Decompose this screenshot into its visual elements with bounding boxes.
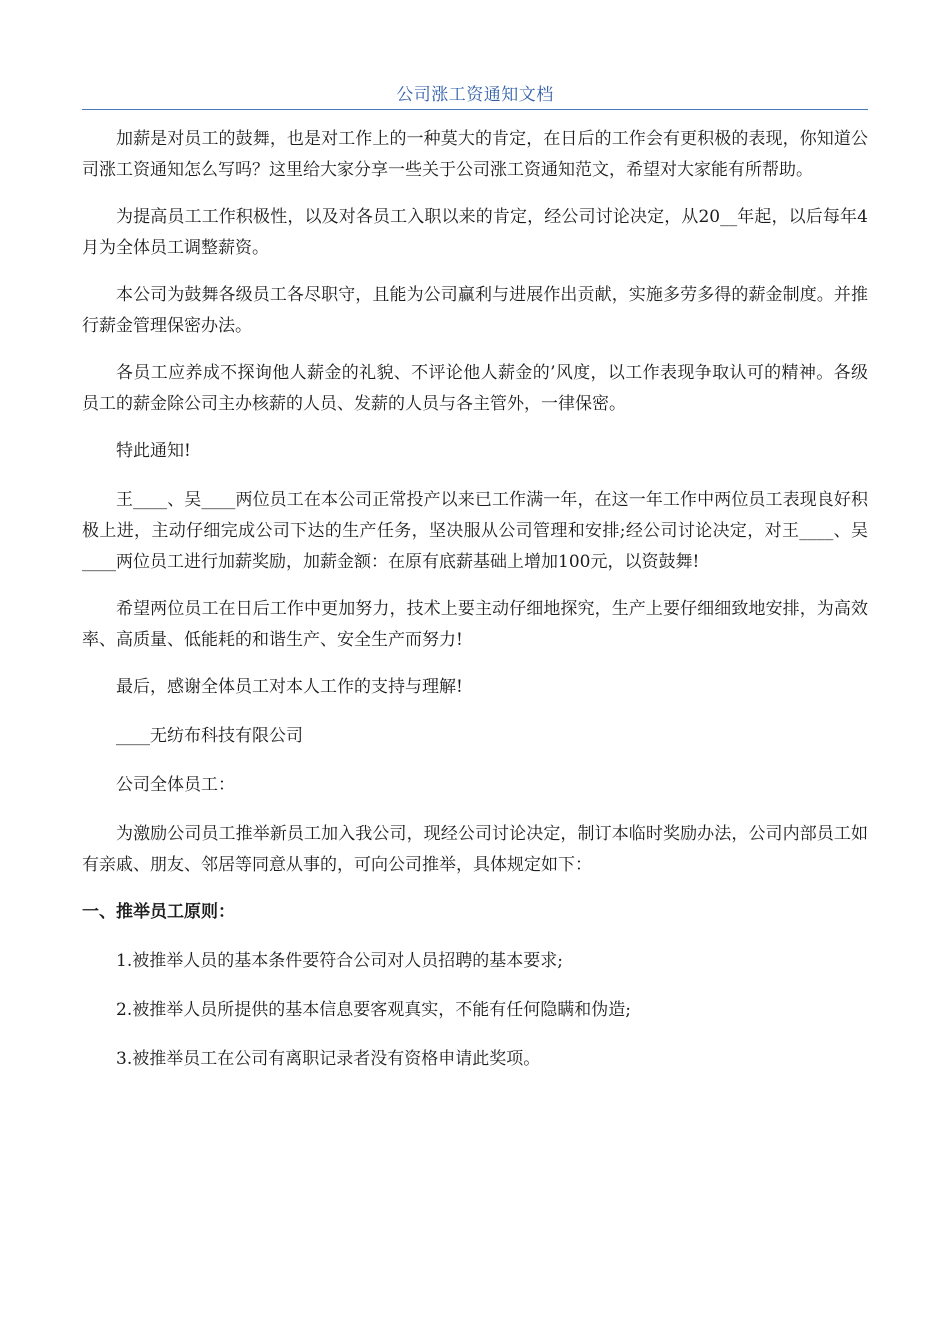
paragraph-company-signature: ____无纺布科技有限公司 — [116, 726, 303, 746]
paragraph-expectation: 希望两位员工在日后工作中更加努力，技术上要主动仔细地探究，生产上要仔细细致地安排，为高效率、高质量、低能耗的和谐生产、安全生产而努力! — [82, 599, 868, 650]
paragraph-confidentiality: 各员工应养成不探询他人薪金的礼貌、不评论他人薪金的’风度，以工作表现争取认可的精神。各级员工的薪金除公司主办核薪的人员、发薪的人员与各主管外，一律保密。 — [82, 363, 868, 414]
paragraph-notice: 特此通知! — [116, 441, 191, 461]
paragraph-salary-system: 本公司为鼓舞各级员工各尽职守，且能为公司赢利与进展作出贡献，实施多劳多得的薪金制度。并推行薪金管理保密办法。 — [82, 285, 868, 336]
paragraph-thanks: 最后，感谢全体员工对本人工作的支持与理解! — [116, 677, 463, 697]
section-heading: 一、推举员工原则： — [82, 902, 235, 922]
document-body — [82, 124, 868, 1093]
page-header — [82, 83, 868, 110]
rule-item-1: 1.被推举人员的基本条件要符合公司对人员招聘的基本要求; — [116, 951, 563, 971]
paragraph-intro: 加薪是对员工的鼓舞，也是对工作上的一种莫大的肯定，在日后的工作会有更积极的表现，你知道公司涨工资通知怎么写吗？这里给大家分享一些关于公司涨工资通知范文，希望对大家能有所帮助。 — [82, 129, 868, 180]
document-title: 公司涨工资通知文档 — [396, 85, 554, 105]
paragraph-salary-adjustment: 为提高员工工作积极性，以及对各员工入职以来的肯定，经公司讨论决定，从20__年起，以后每年4月为全体员工调整薪资。 — [82, 207, 868, 258]
paragraph-salutation: 公司全体员工： — [116, 775, 235, 795]
paragraph-raise-award: 王____、吴____两位员工在本公司正常投产以来已工作满一年，在这一年工作中两位员工表现良好积极上进，主动仔细完成公司下达的生产任务，坚决服从公司管理和安排;经公司讨论决定，对王____、吴____两位员工进行加薪奖励，加薪金额：在原有底薪基础上增加100元，以资鼓舞! — [82, 490, 868, 572]
rule-item-3: 3.被推举员工在公司有离职记录者没有资格申请此奖项。 — [116, 1049, 541, 1069]
paragraph-referral-policy: 为激励公司员工推举新员工加入我公司，现经公司讨论决定，制订本临时奖励办法，公司内部员工如有亲戚、朋友、邻居等同意从事的，可向公司推举，具体规定如下： — [82, 824, 868, 875]
rule-item-2: 2.被推举人员所提供的基本信息要客观真实，不能有任何隐瞒和伪造; — [116, 1000, 631, 1020]
